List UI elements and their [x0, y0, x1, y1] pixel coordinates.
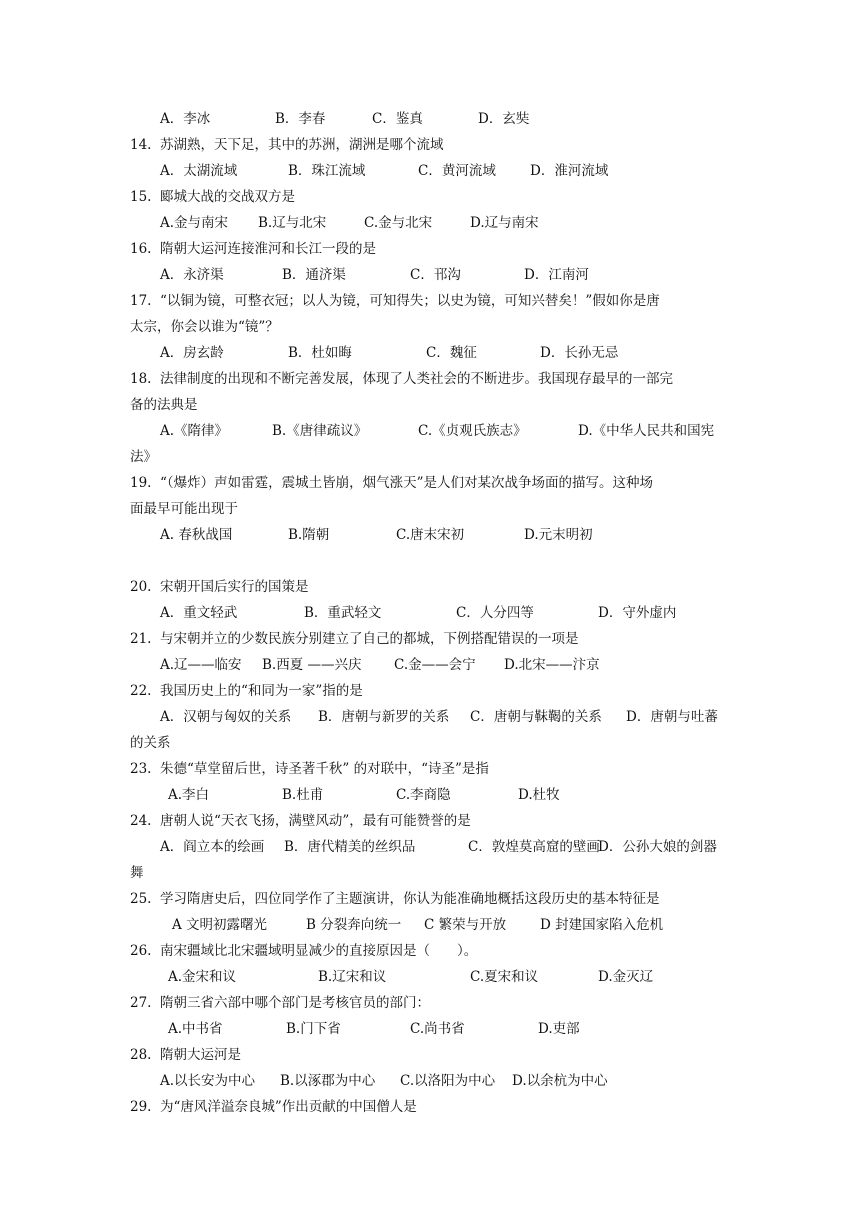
- question-number: 28.: [130, 1047, 152, 1063]
- answer-option: B.以涿郡为中心: [280, 1073, 376, 1089]
- answer-option: A．阎立本的绘画: [160, 839, 265, 855]
- answer-option: D．公孙大娘的剑器: [598, 839, 717, 855]
- question-stem: 朱德“草堂留后世，诗圣著千秋” 的对联中，“诗圣”是指: [160, 761, 489, 777]
- answer-option: B．李春: [275, 111, 326, 127]
- question-stem: 宋朝开国后实行的国策是: [160, 579, 309, 595]
- question-stem: 苏湖熟，天下足，其中的苏洲，湖洲是哪个流域: [160, 137, 444, 153]
- answer-option: D.以余杭为中心: [512, 1073, 608, 1089]
- question-number: 29.: [130, 1099, 152, 1115]
- question-stem: 我国历史上的“和同为一家”指的是: [160, 683, 363, 699]
- answer-option: A.金与南宋: [160, 215, 229, 231]
- answer-option: C.《贞观氏族志》: [418, 423, 527, 439]
- question-stem: 南宋疆域比北宋疆域明显减少的直接原因是（ ）。: [160, 943, 478, 959]
- question-number: 22.: [130, 683, 152, 699]
- answer-option: C.以洛阳为中心: [400, 1073, 496, 1089]
- question-stem: 隋朝大运河连接淮河和长江一段的是: [160, 241, 376, 257]
- answer-option: A 文明初露曙光: [172, 917, 268, 933]
- answer-option: C.金——会宁: [394, 657, 476, 673]
- answer-option: D.辽与南宋: [470, 215, 539, 231]
- question-stem: “（爆炸）声如雷霆，震城土皆崩，烟气涨天”是人们对某次战争场面的描写。这种场: [160, 475, 654, 491]
- question-stem: 法律制度的出现和不断完善发展，体现了人类社会的不断进步。我国现存最早的一部完: [160, 371, 673, 387]
- answer-option: C．人分四等: [456, 605, 534, 621]
- question-number: 15.: [130, 189, 152, 205]
- answer-option: B.西夏 ——兴庆: [262, 657, 362, 673]
- answer-option: B．杜如晦: [288, 345, 352, 361]
- answer-option: C．唐朝与靺鞨的关系: [470, 709, 602, 725]
- answer-option: B.门下省: [286, 1021, 341, 1037]
- question-number: 14.: [130, 137, 152, 153]
- answer-option: D.吏部: [538, 1021, 580, 1037]
- answer-option: D 封建国家陷入危机: [540, 917, 664, 933]
- answer-option: A．房玄龄: [160, 345, 224, 361]
- answer-option: B．通济渠: [282, 267, 346, 283]
- answer-option: A．李冰: [160, 111, 211, 127]
- question-number: 24.: [130, 813, 152, 829]
- answer-option: D.元末明初: [524, 527, 593, 543]
- question-number: 25.: [130, 891, 152, 907]
- answer-option: C.李商隐: [396, 787, 451, 803]
- question-stem: 与宋朝并立的少数民族分别建立了自己的都城，下例搭配错误的一项是: [160, 631, 579, 647]
- answer-option: A.以长安为中心: [160, 1073, 256, 1089]
- answer-option: A．重文轻武: [160, 605, 238, 621]
- answer-option: D.杜牧: [518, 787, 560, 803]
- answer-option: C.夏宋和议: [470, 969, 539, 985]
- option-continuation: 的关系: [130, 735, 171, 751]
- answer-option: D.北宋——汴京: [504, 657, 600, 673]
- answer-option: A．汉朝与匈奴的关系: [160, 709, 292, 725]
- answer-option: B．唐朝与新罗的关系: [318, 709, 450, 725]
- answer-option: C 繁荣与开放: [424, 917, 507, 933]
- answer-option: A.金宋和议: [168, 969, 237, 985]
- answer-option: B.杜甫: [282, 787, 324, 803]
- answer-option: C.唐末宋初: [396, 527, 465, 543]
- question-stem: 为“唐风洋溢奈良城”作出贡献的中国僧人是: [160, 1099, 417, 1115]
- answer-option: D.金灭辽: [598, 969, 654, 985]
- answer-option: B.隋朝: [288, 527, 330, 543]
- answer-option: C．邗沟: [410, 267, 461, 283]
- answer-option: B．唐代精美的丝织品: [284, 839, 416, 855]
- option-continuation: 法》: [130, 449, 157, 465]
- answer-option: A. 春秋战国: [160, 527, 233, 543]
- question-number: 27.: [130, 995, 152, 1011]
- answer-option: A.《隋律》: [160, 423, 229, 439]
- answer-option: A.中书省: [168, 1021, 223, 1037]
- question-stem: 隋朝大运河是: [160, 1047, 241, 1063]
- question-number: 26.: [130, 943, 152, 959]
- question-number: 23.: [130, 761, 152, 777]
- question-stem: 面最早可能出现于: [130, 501, 238, 517]
- answer-option: C．黄河流域: [418, 163, 496, 179]
- option-continuation: 舞: [130, 865, 144, 881]
- answer-option: D．江南河: [524, 267, 589, 283]
- question-number: 17.: [130, 293, 152, 309]
- question-stem: 备的法典是: [130, 397, 198, 413]
- answer-option: B.《唐律疏议》: [272, 423, 368, 439]
- answer-option: C．鉴真: [372, 111, 423, 127]
- question-stem: 唐朝人说“天衣飞扬，满壁风动”，最有可能赞誉的是: [160, 813, 471, 829]
- answer-option: C．敦煌莫高窟的壁画: [468, 839, 600, 855]
- answer-option: D．守外虚内: [598, 605, 677, 621]
- answer-option: B 分裂奔向统一: [306, 917, 402, 933]
- answer-option: C．魏征: [426, 345, 477, 361]
- answer-option: A.李白: [168, 787, 210, 803]
- answer-option: A.辽——临安: [160, 657, 242, 673]
- answer-option: C.金与北宋: [364, 215, 433, 231]
- question-stem: 郾城大战的交战双方是: [160, 189, 295, 205]
- answer-option: A．永济渠: [160, 267, 224, 283]
- answer-option: C.尚书省: [410, 1021, 465, 1037]
- question-stem: 学习隋唐史后，四位同学作了主题演讲，你认为能准确地概括这段历史的基本特征是: [160, 891, 660, 907]
- answer-option: D.《中华人民共和国宪: [578, 423, 715, 439]
- answer-option: D．唐朝与吐蕃: [626, 709, 718, 725]
- answer-option: D．淮河流域: [530, 163, 609, 179]
- answer-option: B．珠江流域: [288, 163, 366, 179]
- question-number: 21.: [130, 631, 152, 647]
- answer-option: A．太湖流域: [160, 163, 238, 179]
- answer-option: D．玄奘: [478, 111, 530, 127]
- answer-option: B.辽与北宋: [258, 215, 327, 231]
- question-stem: 隋朝三省六部中哪个部门是考核官员的部门：: [160, 995, 430, 1011]
- answer-option: B．重武轻文: [304, 605, 382, 621]
- question-number: 16.: [130, 241, 152, 257]
- question-number: 18.: [130, 371, 152, 387]
- question-stem: “以铜为镜，可整衣冠；以人为镜，可知得失；以史为镜，可知兴替矣！”假如你是唐: [160, 293, 660, 309]
- answer-option: D．长孙无忌: [540, 345, 619, 361]
- question-number: 19.: [130, 475, 152, 491]
- answer-option: B.辽宋和议: [318, 969, 387, 985]
- question-stem: 太宗，你会以谁为“镜”？: [130, 319, 279, 335]
- question-number: 20.: [130, 579, 152, 595]
